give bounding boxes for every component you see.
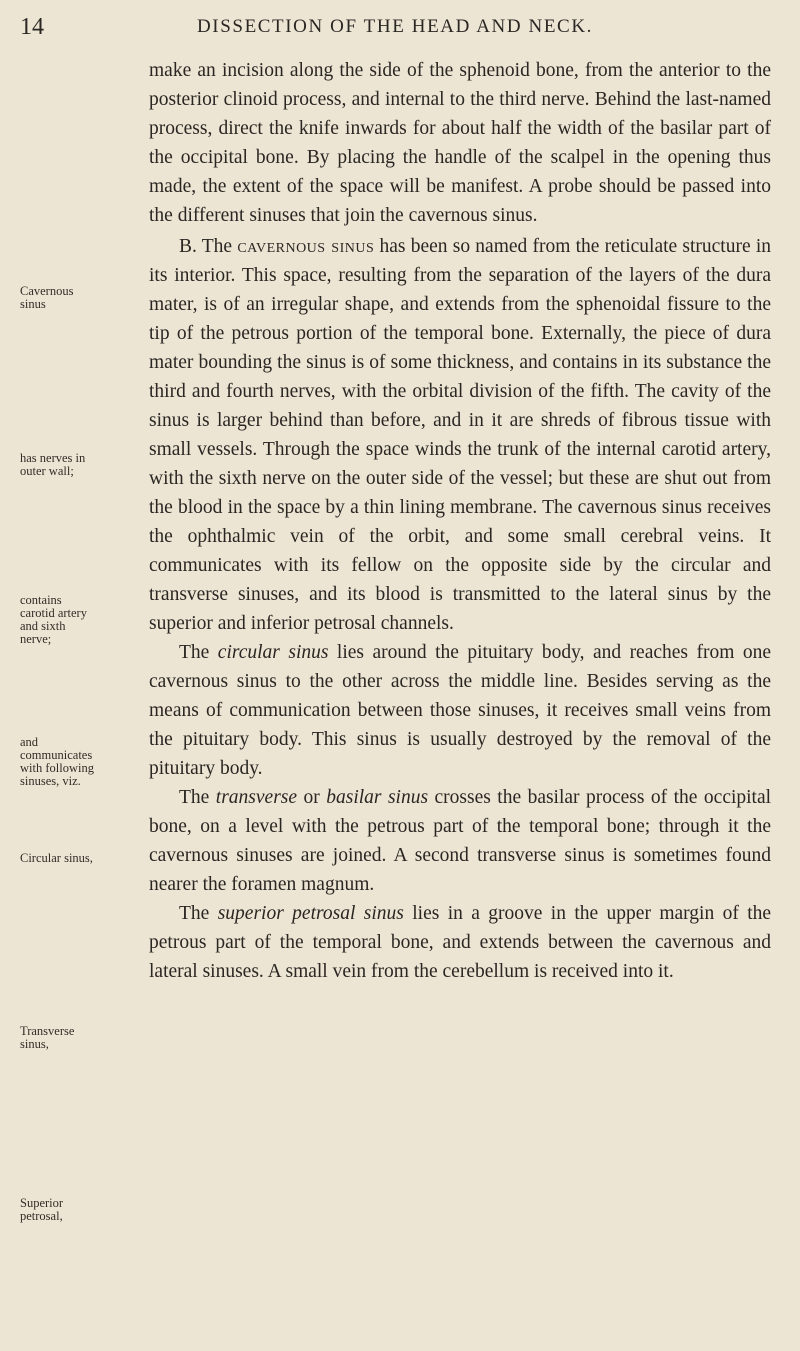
paragraph-text: crosses the basilar process of the occipital bone, on a level with the petrous part of the temporal bone; through it the cavernous sinuses are joined. A second transverse sinus is sometimes found nearer the foramen magnum.	[149, 787, 772, 895]
paragraph-text: lies in a groove in the upper margin of the petrous part of the temporal bone, and extends between the cavernous and lateral sinuses. A small vein from the cerebellum is received into it.	[149, 903, 772, 982]
transverse-sinus-paragraph	[149, 783, 771, 899]
page-header	[20, 14, 770, 46]
paragraph-text: has been so named from the reticulate structure in its interior. This space, resulting from the separation of the layers of the dura mater, is of an irregular shape, and extends from the sphenoidal fissure to the tip of the petrous portion of the temporal bone. Externally, the piece of dura mater bounding the sinus is of some thickness, and contains in its substance the third and fourth nerves, with the orbital division of the fifth. The cavity of the sinus is larger behind than before, and in it are shreds of fibrous tissue with small vessels. Through the space winds the trunk of the internal carotid artery, with the sixth nerve on the outer side of the vessel; but these are shut out from the blood in the space by a thin lining membrane. The cavernous sinus receives the ophthalmic vein of the orbit, and some small cerebral veins. It communicates with its fellow on the opposite side by the circular and transverse sinuses, and its blood is transmitted to the lateral sinus by the superior and inferior petrosal channels.	[149, 236, 772, 634]
term-circular-sinus: circular sinus	[217, 642, 329, 663]
running-title: DISSECTION OF THE HEAD AND NECK.	[196, 16, 594, 37]
paragraph-lead: B. The	[179, 236, 233, 257]
paragraph-lead: The	[179, 903, 210, 924]
term-superior-petrosal-sinus: superior petrosal sinus	[217, 903, 404, 924]
margin-note-circular-sinus: Circular sinus,	[20, 851, 93, 865]
circular-sinus-paragraph	[149, 638, 771, 783]
term-basilar-sinus: basilar sinus	[326, 787, 429, 808]
margin-note-outer-wall: has nerves in outer wall;	[20, 451, 86, 478]
intro-paragraph: make an incision along the side of the sphenoid bone, from the anterior to the posterior clinoid process, and internal to the third nerve. Behind the last-named process, direct the knife inwards for about half the width of the basilar part of the occipital bone. By placing the handle of the scalpel in the opening thus made, the extent of the space will be manifest. A probe should be passed into the different sinuses that join the cavernous sinus.	[149, 60, 771, 226]
margin-note-carotid: contains carotid artery and sixth nerve;	[20, 593, 87, 646]
margin-note-cavernous-sinus: Cavernous sinus	[20, 284, 74, 311]
cavernous-sinus-paragraph	[149, 232, 771, 638]
margin-note-communicates: and communicates with following sinuses, viz.	[20, 735, 94, 788]
margin-note-superior-petrosal: Superior petrosal,	[20, 1196, 64, 1223]
paragraph-lead: The	[179, 787, 210, 808]
margin-note-transverse-sinus: Transverse sinus,	[20, 1024, 75, 1051]
connector-or: or	[303, 787, 320, 808]
body-text	[149, 56, 771, 986]
term-transverse: transverse	[215, 787, 298, 808]
superior-petrosal-paragraph	[149, 899, 771, 986]
page-number: 14	[20, 14, 44, 40]
paragraph-lead: The	[179, 642, 210, 663]
term-cavernous-sinus: cavernous sinus	[237, 236, 375, 257]
paragraph-text: lies around the pituitary body, and reaches from one cavernous sinus to the other across the middle line. Besides serving as the means of communication between those sinuses, it receives small veins from the pituitary body. This sinus is usually destroyed by the removal of the pituitary body.	[149, 642, 771, 779]
